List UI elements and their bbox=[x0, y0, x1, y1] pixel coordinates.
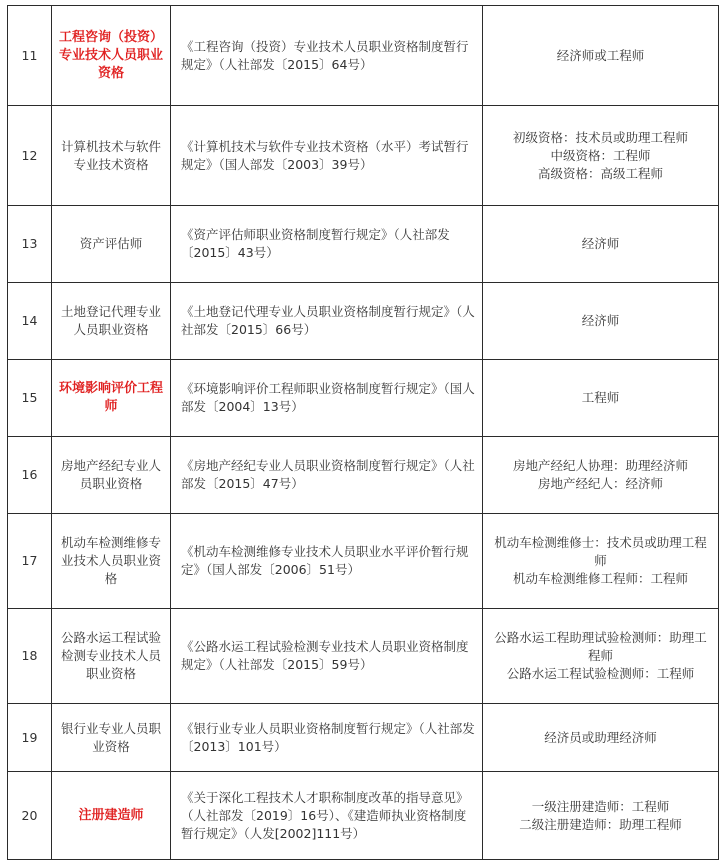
corresponding-title-line: 房地产经纪人协理：助理经济师 bbox=[512, 458, 688, 473]
qualification-name: 公路水运工程试验检测专业技术人员职业资格 bbox=[52, 609, 171, 704]
corresponding-title-line: 初级资格：技术员或助理工程师 bbox=[512, 129, 688, 145]
corresponding-title-cell bbox=[483, 704, 719, 772]
corresponding-title-line: 经济师或工程师 bbox=[556, 47, 645, 63]
row-number: 14 bbox=[8, 283, 52, 360]
table-row bbox=[8, 514, 719, 609]
regulation-text: 《机动车检测维修专业技术人员职业水平评价暂行规定》（国人部发〔2006〕51号） bbox=[171, 514, 483, 609]
corresponding-title-cell bbox=[483, 609, 719, 704]
corresponding-title-line: 房地产经纪人：经济师 bbox=[537, 476, 663, 491]
qualification-name: 机动车检测维修专业技术人员职业资格 bbox=[52, 514, 171, 609]
corresponding-title-line: 经济师 bbox=[581, 313, 620, 328]
regulation-text: 《资产评估师职业资格制度暂行规定》（人社部发〔2015〕43号） bbox=[171, 206, 483, 283]
corresponding-title-line: 经济员或助理经济师 bbox=[544, 729, 657, 745]
row-number: 15 bbox=[8, 360, 52, 437]
qualification-name: 资产评估师 bbox=[52, 206, 171, 283]
table-row bbox=[8, 106, 719, 206]
table-body bbox=[8, 6, 719, 860]
table-row bbox=[8, 437, 719, 514]
corresponding-title-line: 机动车检测维修工程师：工程师 bbox=[512, 571, 688, 586]
corresponding-title-line: 机动车检测维修士：技术员或助理工程师 bbox=[494, 535, 707, 568]
regulation-text: 《工程咨询（投资）专业技术人员职业资格制度暂行规定》（人社部发〔2015〕64号） bbox=[171, 6, 483, 106]
regulation-text: 《公路水运工程试验检测专业技术人员职业资格制度规定》（人社部发〔2015〕59号） bbox=[171, 609, 483, 704]
corresponding-title-line: 高级资格：高级工程师 bbox=[537, 165, 663, 181]
corresponding-title-line: 工程师 bbox=[581, 390, 620, 405]
table-row bbox=[8, 206, 719, 283]
row-number: 20 bbox=[8, 772, 52, 860]
corresponding-title-line: 公路水运工程助理试验检测师：助理工程师 bbox=[494, 630, 707, 663]
corresponding-title-line: 公路水运工程试验检测师：工程师 bbox=[506, 666, 695, 681]
regulation-text: 《环境影响评价工程师职业资格制度暂行规定》（国人部发〔2004〕13号） bbox=[171, 360, 483, 437]
corresponding-title-cell bbox=[483, 106, 719, 206]
qualification-name: 工程咨询（投资）专业技术人员职业资格 bbox=[52, 6, 171, 106]
row-number: 16 bbox=[8, 437, 52, 514]
qualification-name: 环境影响评价工程师 bbox=[52, 360, 171, 437]
regulation-text: 《计算机技术与软件专业技术资格（水平）考试暂行规定》（国人部发〔2003〕39号） bbox=[171, 106, 483, 206]
corresponding-title-line: 经济师 bbox=[581, 236, 620, 251]
qualification-name: 注册建造师 bbox=[52, 772, 171, 860]
corresponding-title-line: 一级注册建造师：工程师 bbox=[531, 798, 670, 814]
qualification-name: 银行业专业人员职业资格 bbox=[52, 704, 171, 772]
row-number: 19 bbox=[8, 704, 52, 772]
table-row bbox=[8, 360, 719, 437]
table-row bbox=[8, 704, 719, 772]
corresponding-title-line: 中级资格：工程师 bbox=[550, 147, 651, 163]
corresponding-title-line: 二级注册建造师：助理工程师 bbox=[519, 816, 682, 832]
corresponding-title-cell bbox=[483, 283, 719, 360]
row-number: 18 bbox=[8, 609, 52, 704]
corresponding-title-cell bbox=[483, 6, 719, 106]
qualification-name: 计算机技术与软件专业技术资格 bbox=[52, 106, 171, 206]
corresponding-title-cell bbox=[483, 772, 719, 860]
row-number: 13 bbox=[8, 206, 52, 283]
qualification-name: 土地登记代理专业人员职业资格 bbox=[52, 283, 171, 360]
regulation-text: 《银行业专业人员职业资格制度暂行规定》（人社部发〔2013〕101号） bbox=[171, 704, 483, 772]
regulation-text: 《关于深化工程技术人才职称制度改革的指导意见》（人社部发〔2019〕16号）、《建造师执业资格制度暂行规定》（人发[2002]111号） bbox=[171, 772, 483, 860]
corresponding-title-cell bbox=[483, 360, 719, 437]
regulation-text: 《房地产经纪专业人员职业资格制度暂行规定》（人社部发〔2015〕47号） bbox=[171, 437, 483, 514]
corresponding-title-cell bbox=[483, 437, 719, 514]
row-number: 11 bbox=[8, 6, 52, 106]
row-number: 12 bbox=[8, 106, 52, 206]
table-row bbox=[8, 6, 719, 106]
corresponding-title-cell bbox=[483, 514, 719, 609]
qualification-table bbox=[7, 5, 719, 860]
row-number: 17 bbox=[8, 514, 52, 609]
qualification-name: 房地产经纪专业人员职业资格 bbox=[52, 437, 171, 514]
regulation-text: 《土地登记代理专业人员职业资格制度暂行规定》（人社部发〔2015〕66号） bbox=[171, 283, 483, 360]
table-row bbox=[8, 609, 719, 704]
corresponding-title-cell bbox=[483, 206, 719, 283]
table-row bbox=[8, 772, 719, 860]
table-row bbox=[8, 283, 719, 360]
